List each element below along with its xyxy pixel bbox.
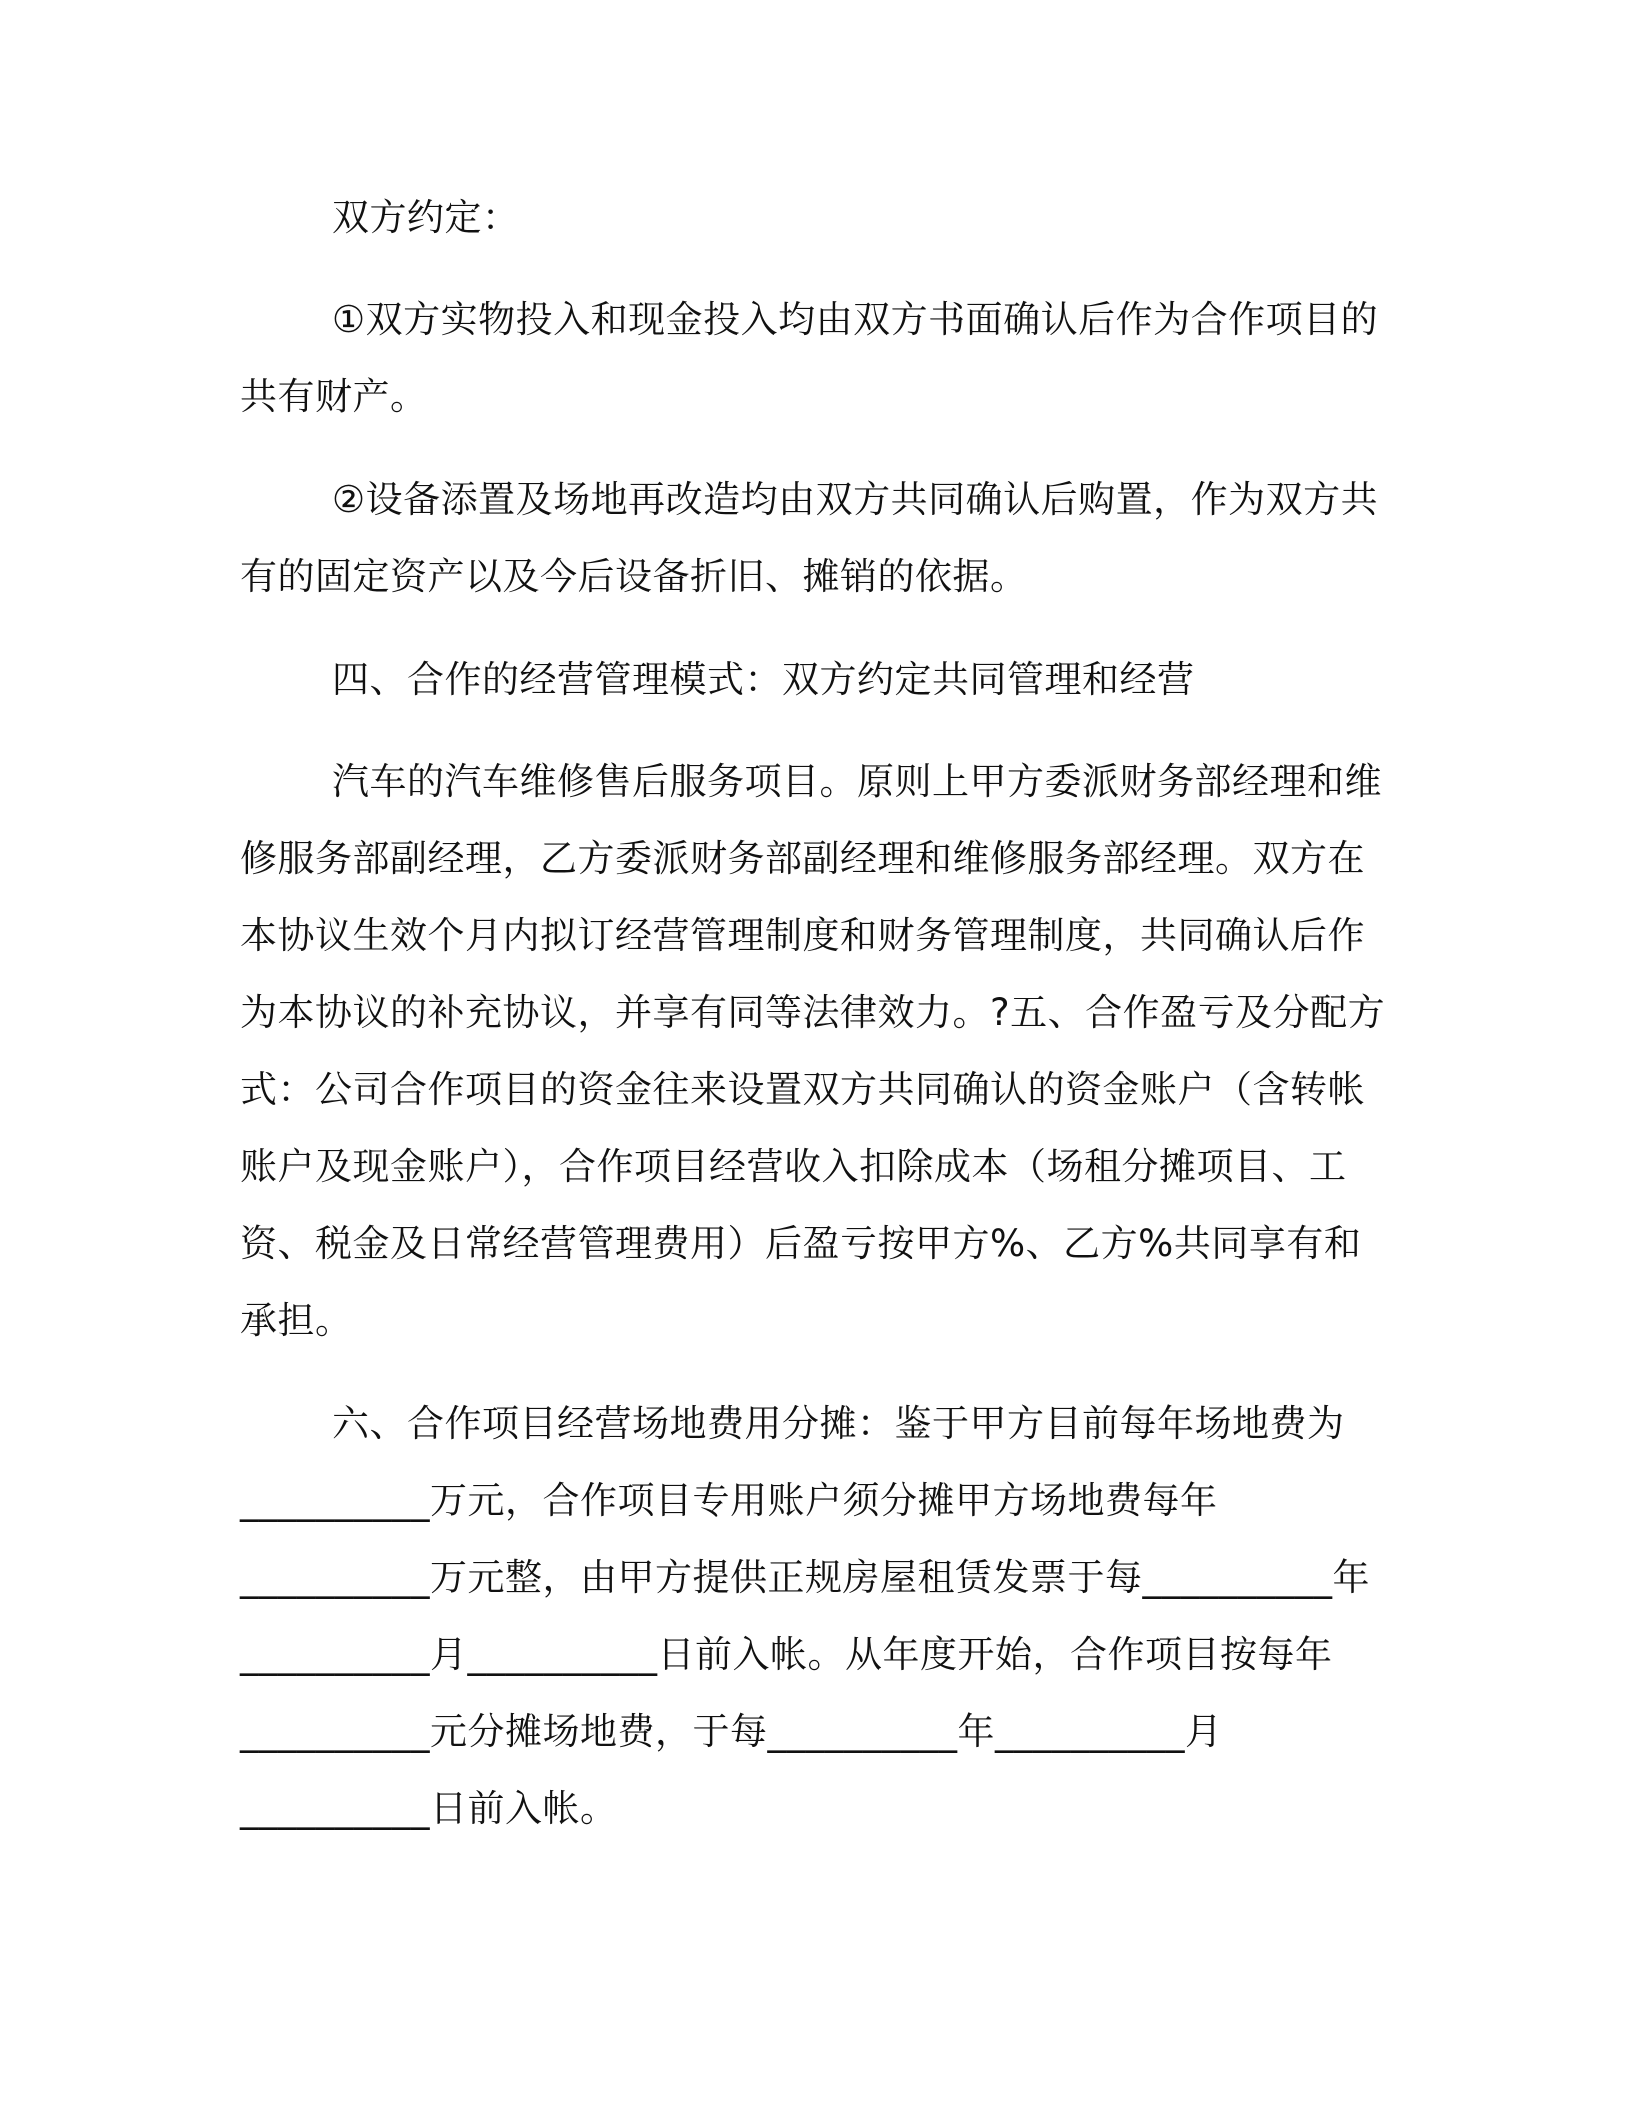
section-six-line-6: __________日前入帐。 <box>240 1787 618 1830</box>
section-four-heading: 四、合作的经营管理模式：双方约定共同管理和经营 <box>332 658 1195 701</box>
section-five-body-line-4: 承担。 <box>240 1299 353 1342</box>
section-six-line-4: __________月__________日前入帐。从年度开始，合作项目按每年 <box>240 1633 1333 1676</box>
section-six-line-5: __________元分摊场地费，于每__________年__________月 <box>240 1710 1223 1753</box>
paragraph-item-1-line-2: 共有财产。 <box>240 375 428 418</box>
section-four-body-line-3: 本协议生效个月内拟订经营管理制度和财务管理制度，共同确认后作 <box>240 914 1365 957</box>
paragraph-item-1-line-1: ①双方实物投入和现金投入均由双方书面确认后作为合作项目的 <box>332 298 1379 341</box>
paragraph-agreement-heading: 双方约定： <box>332 196 520 239</box>
paragraph-item-2-line-2: 有的固定资产以及今后设备折旧、摊销的依据。 <box>240 555 1028 598</box>
section-six-line-1: 六、合作项目经营场地费用分摊：鉴于甲方目前每年场地费为 <box>332 1402 1345 1445</box>
section-five-body-line-1: 式：公司合作项目的资金往来设置双方共同确认的资金账户（含转帐 <box>240 1068 1365 1111</box>
section-four-body-line-2: 修服务部副经理，乙方委派财务部副经理和维修服务部经理。双方在 <box>240 837 1365 880</box>
section-five-body-line-3: 资、税金及日常经营管理费用）后盈亏按甲方%、乙方%共同享有和 <box>240 1222 1362 1265</box>
section-four-body-line-4: 为本协议的补充协议，并享有同等法律效力。?五、合作盈亏及分配方 <box>240 991 1386 1034</box>
section-five-body-line-2: 账户及现金账户），合作项目经营收入扣除成本（场租分摊项目、工 <box>240 1145 1347 1188</box>
section-six-line-3: __________万元整，由甲方提供正规房屋租赁发票于每__________年 <box>240 1556 1370 1599</box>
section-six-line-2: __________万元，合作项目专用账户须分摊甲方场地费每年 <box>240 1479 1218 1522</box>
section-four-body-line-1: 汽车的汽车维修售后服务项目。原则上甲方委派财务部经理和维 <box>332 760 1382 803</box>
paragraph-item-2-line-1: ②设备添置及场地再改造均由双方共同确认后购置，作为双方共 <box>332 478 1379 521</box>
